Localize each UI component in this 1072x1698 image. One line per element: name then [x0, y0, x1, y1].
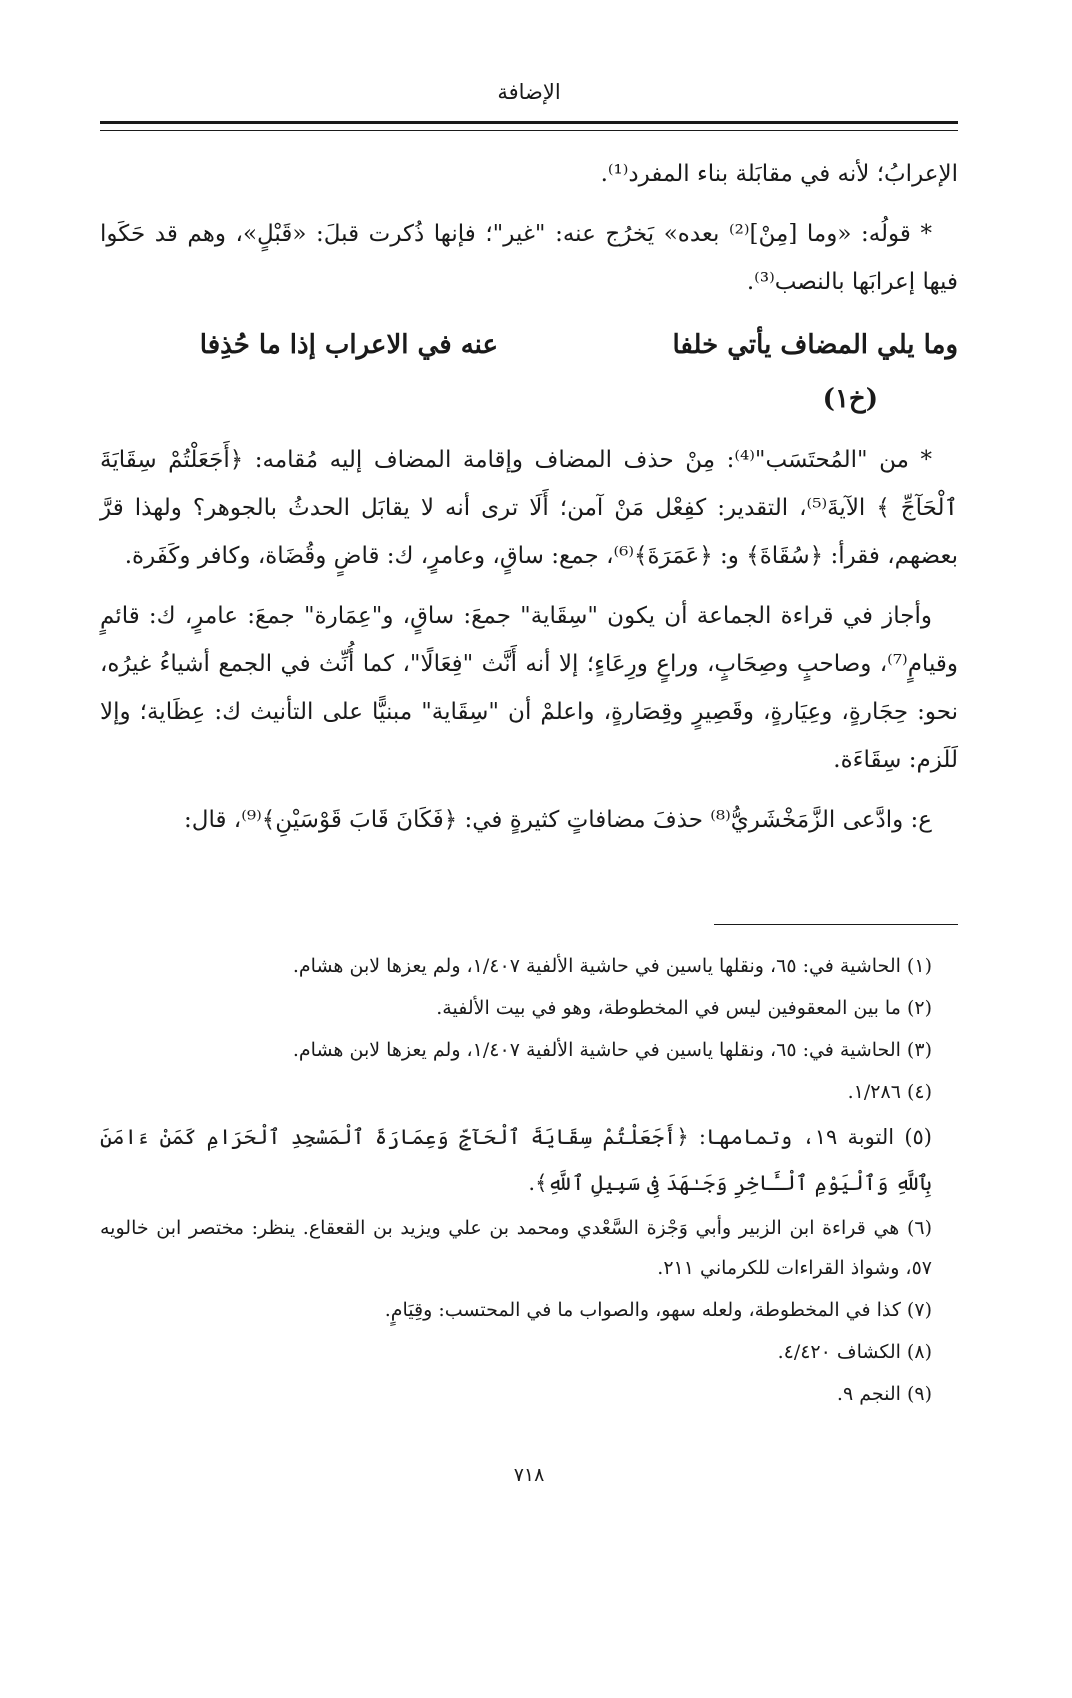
footnote-5: (٥) التوبة ١٩، وتمامها: ﴿أَجَعَلْتُمْ سِقَايَةَ ٱلْحَآجِّ وَعِمَارَةَ ٱلْمَسْجِدِ ٱلْحَرَامِ كَمَنْ ءَامَنَ بِٱللَّهِ وَٱلْيَوْمِ ٱلْـَٔاخِرِ وَجَـٰهَدَ فِى سَبِيلِ ٱللَّهِ﴾. — [100, 1125, 932, 1195]
footnote-2: (٢) ما بين المعقوفين ليس في المخطوطة، وهو في بيت الألفية. — [436, 997, 932, 1019]
footnote-7: (٧) كذا في المخطوطة، ولعله سهو، والصواب ما في المحتسب: وقِيَامٍ. — [384, 1299, 932, 1321]
footnote-9: (٩) النجم ٩. — [836, 1383, 932, 1405]
main-text — [100, 150, 958, 856]
footnotes — [100, 946, 958, 1416]
page-number: ٧١٨ — [513, 1464, 545, 1486]
footnote-3: (٣) الحاشية في: ٦٥، ونقلها ياسين في حاشية الألفية ١/٤٠٧، ولم يعزها لابن هشام. — [292, 1039, 932, 1061]
verse-hemistich-first: وما يلي المضاف يأتي خلفا — [672, 330, 958, 360]
paragraph-3: * من "المُحتَسَب"⁽⁴⁾: مِنْ حذف المضاف وإقامة المضاف إليه مُقامه: ﴿أَجَعَلْتُمْ سِقَايَةَ ٱلْحَآجِّ ﴾ الآيةَ⁽⁵⁾، التقدير: كفِعْل مَنْ آمن؛ أَلَا ترى أنه لا يقابَل الحدثُ بالجوهر؟ ولهذا قرَّ بعضهم، فقرأ: ﴿سُقَاةَ﴾ و: ﴿عَمَرَةَ﴾⁽⁶⁾، جمع: ساقٍ، وعامرٍ، ك: قاضٍ وقُضَاة، وكافر وكَفَرة. — [100, 447, 958, 569]
running-title: الإضافة — [497, 80, 561, 104]
verse-hemistich-second: عنه في الاعراب إذا ما حُذِفا — [199, 330, 498, 360]
paragraph-4: وأجاز في قراءة الجماعة أن يكون "سِقَاية" جمعَ: ساقٍ، و"عِمَارة" جمعَ: عامرٍ، ك: قائمٍ وقيامٍ⁽⁷⁾، وصاحبٍ وصِحَابٍ، وراعٍ ورِعَاءٍ؛ إلا أنه أَنَّث "فِعَالًا"، كما أُنِّث في الجمع أشياءُ غيرُه، نحو: حِجَارةٍ، وعِيَارةٍ، وقَصِيرٍ وقِصَارةٍ، واعلمْ أن "سِقَاية" مبنيًّا على التأنيث ك: عِظَاية؛ وإلا لَلَزم: سِقَاءَة. — [100, 603, 958, 773]
footnote-4: (٤) ١/٢٨٦. — [847, 1081, 932, 1103]
header-rule-thick — [100, 121, 958, 124]
footnote-separator — [714, 924, 958, 925]
footnote-6: (٦) هي قراءة ابن الزبير وأبي وَجْزة السَّعْدي ومحمد بن علي ويزيد بن القعقاع. ينظر: مختصر ابن خالويه ٥٧، وشواذ القراءات للكرماني ٢١١. — [100, 1217, 932, 1279]
poetry-verse — [100, 318, 958, 426]
footnote-1: (١) الحاشية في: ٦٥، ونقلها ياسين في حاشية الألفية ١/٤٠٧، ولم يعزها لابن هشام. — [292, 955, 932, 977]
paragraph-1: الإعرابُ؛ لأنه في مقابَلة بناء المفرد⁽¹⁾. — [600, 161, 958, 187]
header-rule-thin — [100, 130, 958, 131]
footnote-8: (٨) الكشاف ٤/٤٢٠. — [777, 1341, 932, 1363]
paragraph-5: ع: وادَّعى الزَّمَخْشَريُّ⁽⁸⁾ حذفَ مضافاتٍ كثيرةٍ في: ﴿فَكَانَ قَابَ قَوْسَيْنِ﴾⁽⁹⁾، قال: — [184, 807, 932, 833]
paragraph-2: * قولُه: «وما [مِنْ]⁽²⁾ بعده» يَخرُج عنه: "غير"؛ فإنها ذُكرت قبلَ: «قَبْلٍ»، وهم قد حَكَوا فيها إعرابَها بالنصب⁽³⁾. — [100, 221, 958, 295]
verse-reference: (خ١) — [822, 384, 878, 414]
book-page — [100, 0, 958, 1698]
